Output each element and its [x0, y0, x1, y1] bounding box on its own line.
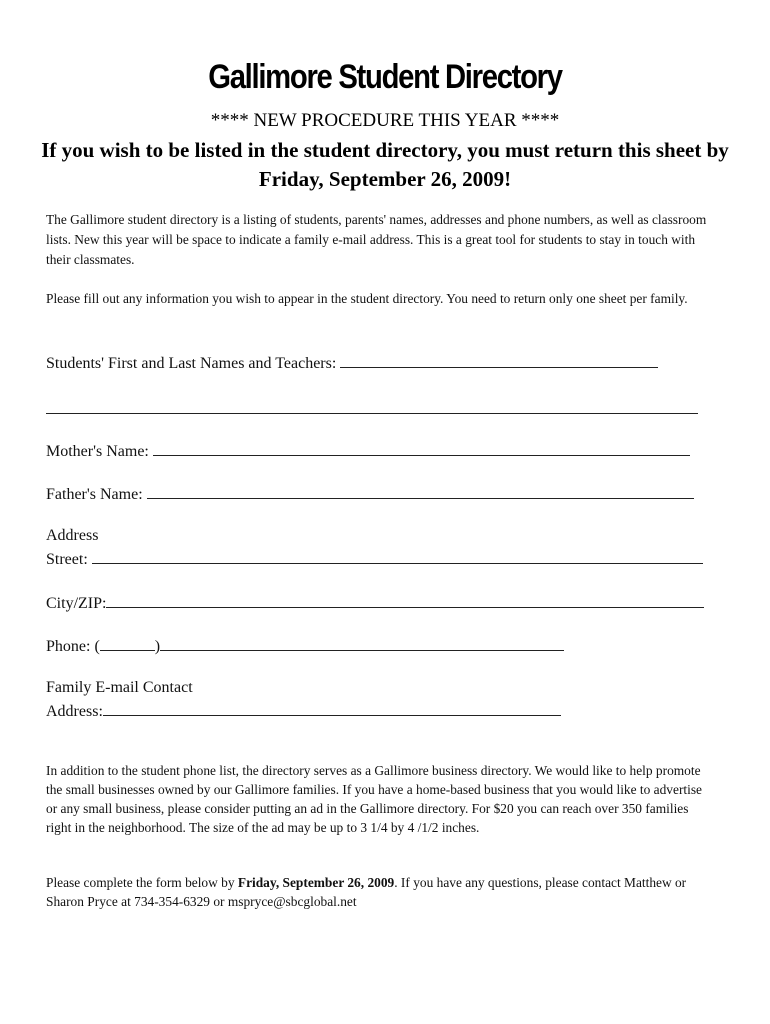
phone-field[interactable] [46, 635, 564, 657]
cityzip-label: City/ZIP: [46, 595, 107, 612]
phone-area-code-blank[interactable] [100, 635, 155, 651]
procedure-notice: **** NEW PROCEDURE THIS YEAR **** [210, 110, 560, 131]
phone-paren-close: ) [154, 638, 161, 655]
document-title: Gallimore Student Directory [208, 58, 562, 96]
deadline-headline: If you wish to be listed in the student directory, you must return this sheet by Friday, September 26, 2009! [41, 138, 729, 191]
cityzip-field[interactable] [46, 592, 704, 614]
phone-number-blank[interactable] [160, 635, 564, 651]
mother-field[interactable] [46, 440, 690, 462]
mother-label: Mother's Name: [46, 443, 153, 460]
street-label: Street: [46, 551, 92, 568]
email-blank[interactable] [103, 700, 561, 716]
email-address-label: Address: [46, 703, 103, 720]
father-blank[interactable] [147, 483, 694, 499]
cityzip-blank[interactable] [106, 592, 704, 608]
contact-prefix: Please complete the form below by [46, 875, 238, 890]
mother-blank[interactable] [153, 440, 690, 456]
email-label: Family E-mail Contact [46, 679, 193, 696]
students-label: Students' First and Last Names and Teachers: [46, 355, 341, 372]
father-field[interactable] [46, 483, 694, 505]
students-field[interactable] [46, 352, 658, 374]
contact-suffix: . If you have any questions, please contact Matthew or Sharon Pryce at 734-354-6329 or mspryce@sbcglobal.net [46, 875, 687, 909]
contact-deadline: Friday, September 26, 2009 [237, 875, 395, 890]
intro-paragraph: The Gallimore student directory is a listing of students, parents' names, addresses and phone numbers, as well as classroom lists. New this year will be space to indicate a family e-mail address. This is a great tool for students to stay in touch with their classmates. [46, 212, 707, 267]
students-blank[interactable] [340, 352, 658, 368]
business-paragraph: In addition to the student phone list, the directory serves as a Gallimore business directory. We would like to help promote the small businesses owned by our Gallimore families. If you have a home-based business that you would like to advertise or any small business, please consider putting an ad in the Gallimore directory. For $20 you can reach over 350 families right in the neighborhood. The size of the ad may be up to 3 1/4 by 4 /1/2 inches. [46, 763, 702, 835]
email-field[interactable] [46, 700, 561, 722]
students-blank-line-2[interactable] [46, 413, 698, 414]
address-label: Address [46, 527, 99, 544]
instructions-paragraph: Please fill out any information you wish to appear in the student directory. You need to return only one sheet per family. [46, 291, 688, 306]
contact-paragraph [46, 873, 716, 911]
street-field[interactable] [46, 548, 703, 570]
phone-label: Phone: ( [46, 638, 100, 655]
street-blank[interactable] [92, 548, 703, 564]
father-label: Father's Name: [46, 486, 147, 503]
